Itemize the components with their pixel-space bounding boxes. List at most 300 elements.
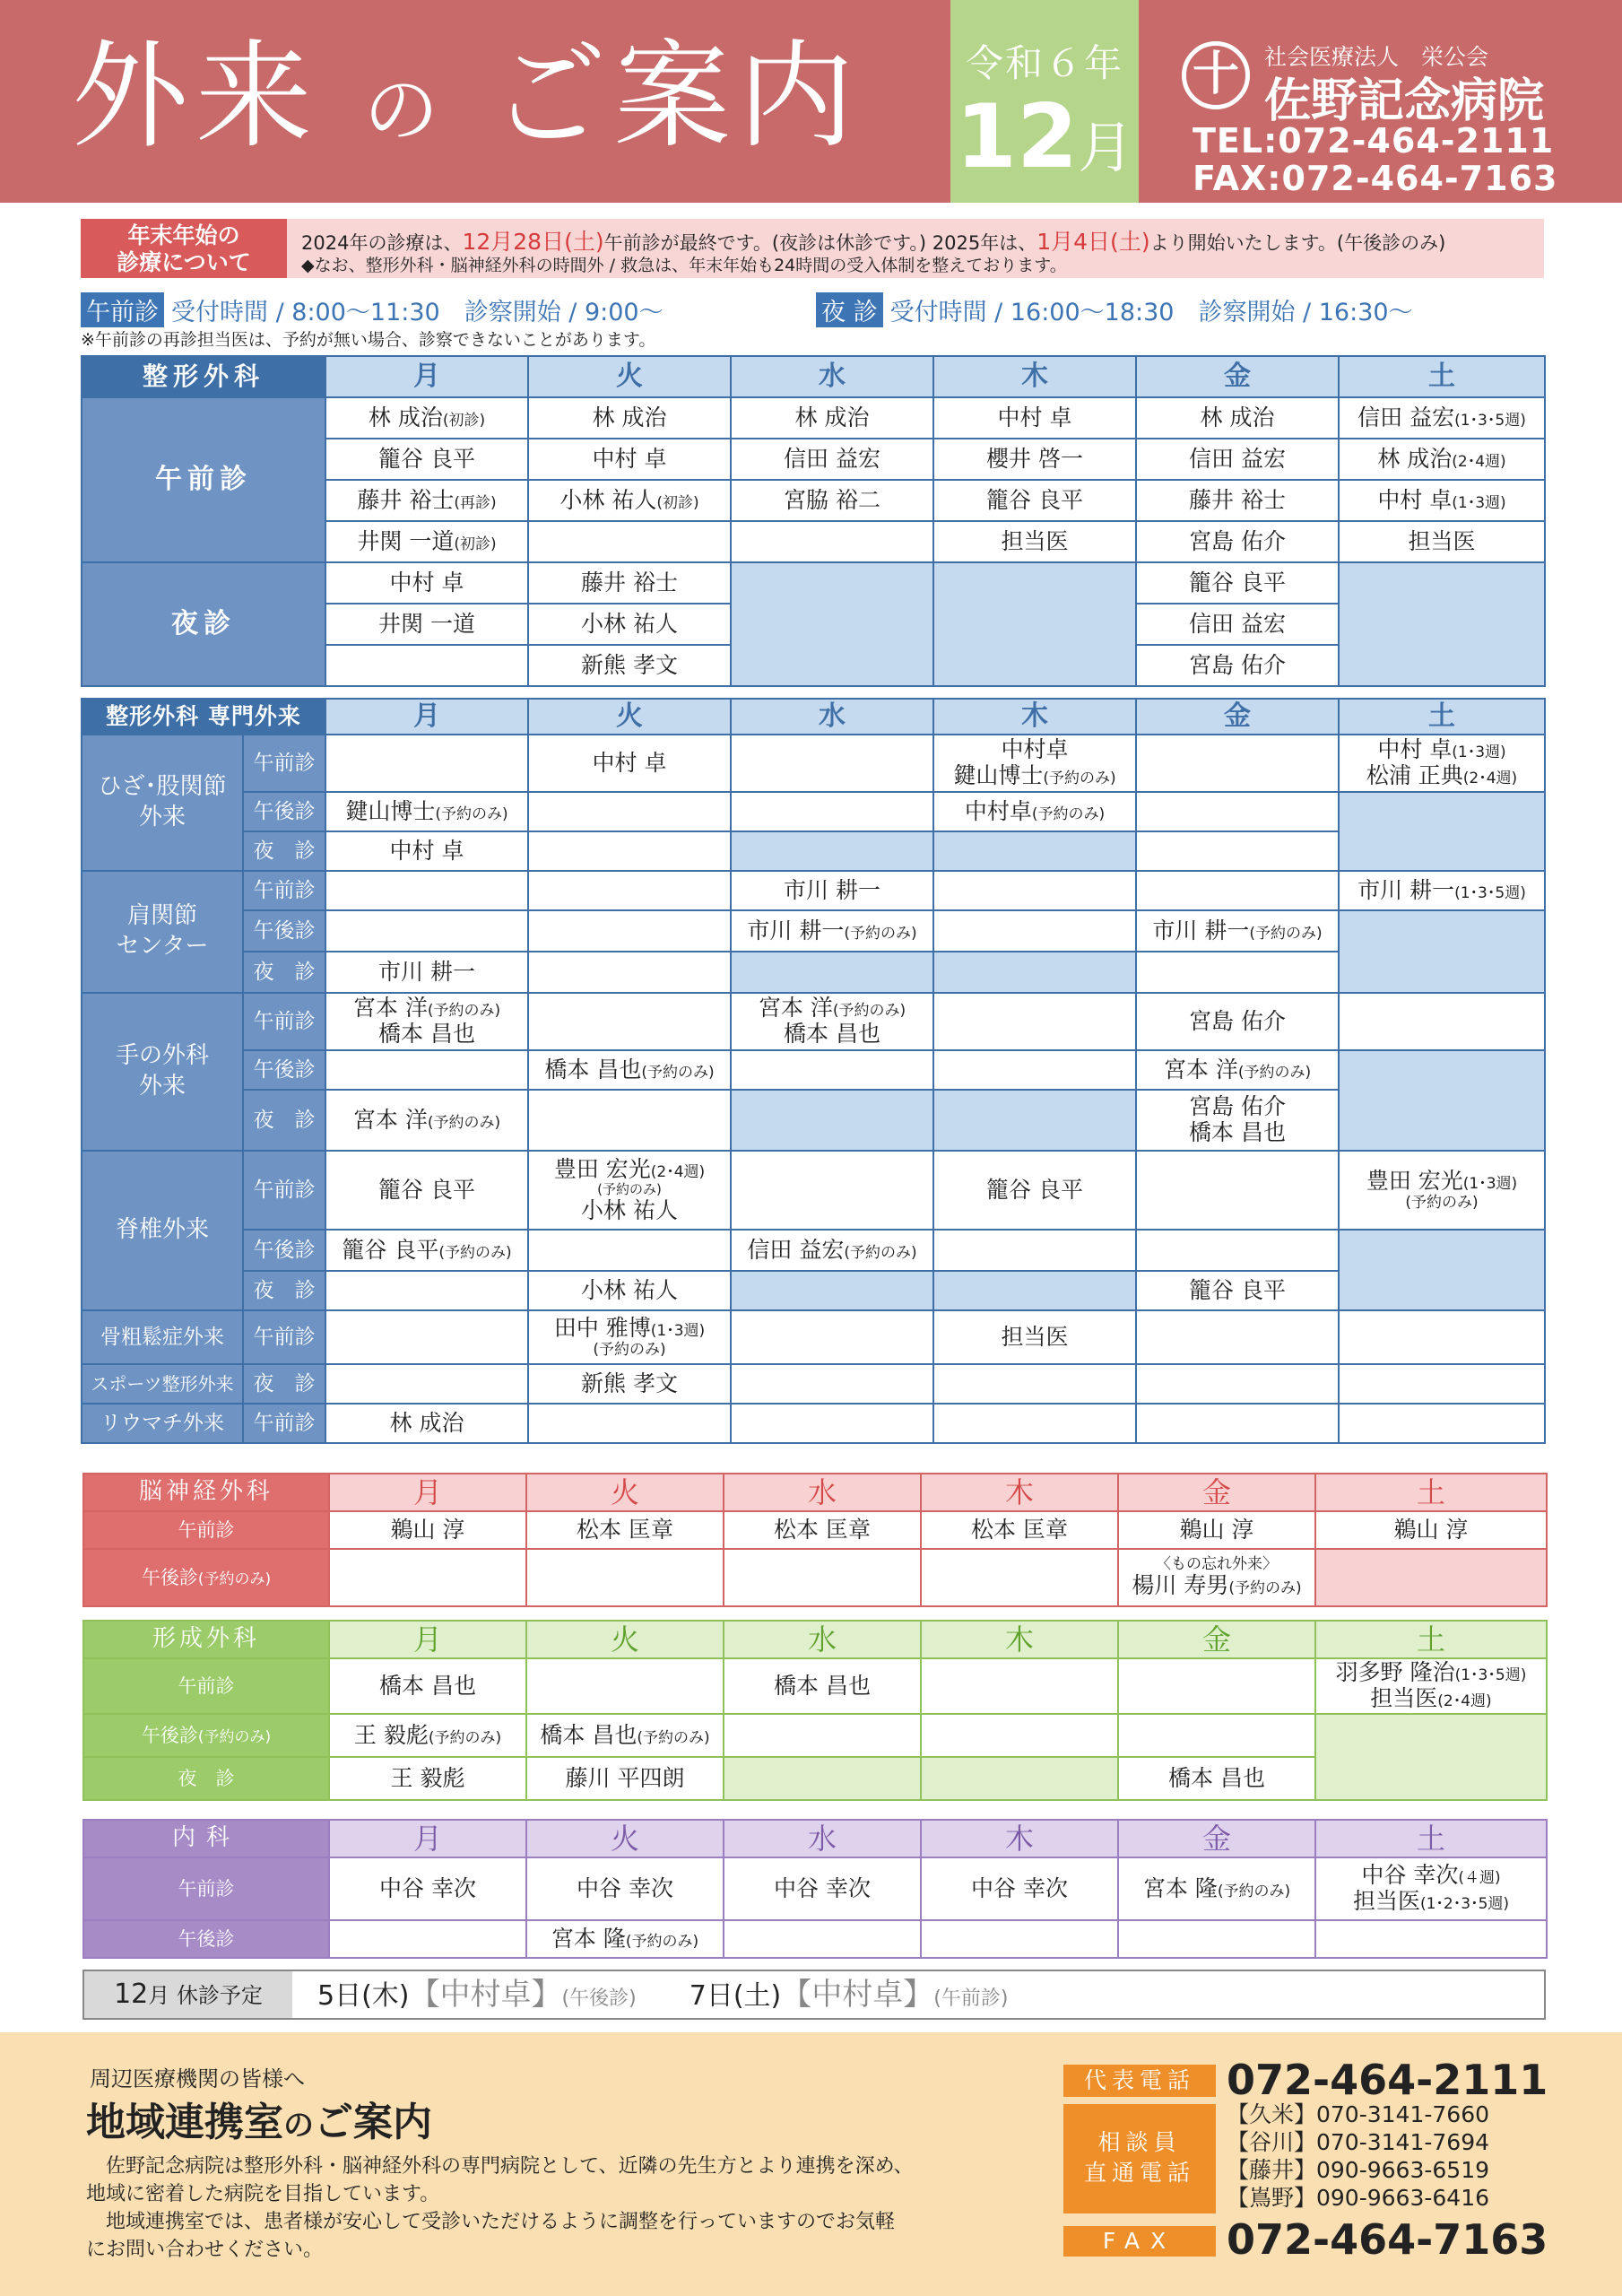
doctor-note: (予約のみ) xyxy=(844,924,917,943)
session-label-am: 午前診 xyxy=(83,1658,329,1714)
doctor-cell: 籠谷 良平 xyxy=(1136,562,1339,604)
internal-title: 内科 xyxy=(83,1820,329,1857)
day-header: 土 xyxy=(1339,699,1545,735)
doctor-cell: 小林 祐人 xyxy=(528,604,731,645)
session-label-am: 午前診 xyxy=(83,1857,329,1920)
session-label-am: 午前診 xyxy=(82,397,325,562)
doctor-note: (予約のみ) xyxy=(1228,1579,1302,1598)
slot-label: 夜 診 xyxy=(243,831,325,871)
doctor-note: (予約のみ) xyxy=(1249,924,1323,943)
doctor-cell: 新熊 孝文 xyxy=(528,1364,731,1404)
closure-date: 5日(木) xyxy=(317,1980,410,2012)
table-row xyxy=(82,1310,1545,1364)
doctor-note: (予約のみ) xyxy=(1031,804,1106,823)
doctor-name: 中谷 幸次 xyxy=(1361,1862,1459,1889)
day-header: 土 xyxy=(1339,356,1545,397)
empty-cell xyxy=(731,1310,933,1364)
empty-cell xyxy=(1136,1151,1339,1230)
page-title xyxy=(72,28,862,164)
reception-night xyxy=(816,292,1413,327)
clinic-name: センター xyxy=(116,933,209,960)
day-header: 金 xyxy=(1136,699,1339,735)
doctor-cell: 市川 耕一 xyxy=(325,952,528,993)
doctor-name: 橋本 昌也 xyxy=(1189,1119,1286,1145)
table-row xyxy=(83,1857,1547,1920)
doctor-note: (予約のみ) xyxy=(438,1243,512,1262)
slot-label: 午後診 xyxy=(243,1050,325,1090)
day-header: 土 xyxy=(1315,1820,1547,1857)
doctor-cell xyxy=(325,645,528,686)
doctor-note: (予約のみ) xyxy=(427,1113,501,1132)
doctor-note: (1･2･3･5週) xyxy=(1419,1895,1510,1913)
slot-label: 夜 診 xyxy=(243,1271,325,1310)
doctor-note: (予約のみ) xyxy=(625,1932,699,1951)
table-row xyxy=(82,792,1545,831)
doctor-cell xyxy=(731,993,933,1050)
session-label: 午後診 xyxy=(141,1724,198,1746)
doctor-cell xyxy=(1339,397,1545,439)
doctor-cell xyxy=(528,1310,731,1364)
empty-cell xyxy=(528,792,731,831)
empty-cell xyxy=(731,792,933,831)
day-header: 土 xyxy=(1315,1621,1547,1658)
doctor-note: (予約のみ) xyxy=(1237,1063,1312,1082)
doctor-note: (2･4週) xyxy=(1462,770,1518,787)
doctor-cell xyxy=(731,439,933,480)
doctor-cell xyxy=(1136,1050,1339,1090)
empty-cell xyxy=(1136,735,1339,792)
doctor-name: 宮本 隆 xyxy=(1142,1874,1218,1901)
empty-cell xyxy=(731,1364,933,1404)
doctor-cell xyxy=(325,993,528,1050)
session-label-pm xyxy=(83,1549,329,1606)
empty-cell xyxy=(329,1920,526,1958)
empty-cell xyxy=(933,1050,1136,1090)
doctor-cell: 中谷 幸次 xyxy=(724,1857,921,1920)
doctor-cell xyxy=(933,397,1136,439)
doctor-cell xyxy=(528,1050,731,1090)
slot-label: 夜 診 xyxy=(243,952,325,993)
closed-cell xyxy=(921,1757,1118,1800)
doctor-name: 担当医 xyxy=(1370,1685,1438,1711)
title-part: ご案内 xyxy=(490,28,862,164)
empty-cell xyxy=(528,952,731,993)
day-header: 水 xyxy=(724,1621,921,1658)
doctor-note: (1･3週) xyxy=(650,1321,706,1340)
doctor-cell xyxy=(1136,1090,1339,1151)
neuro-schedule-table xyxy=(82,1473,1548,1607)
day-header: 木 xyxy=(921,1820,1118,1857)
doctor-name: 楊川 寿男 xyxy=(1132,1572,1229,1599)
doctor-cell: 鵜山 淳 xyxy=(329,1511,526,1549)
slot-label: 午前診 xyxy=(243,1151,325,1230)
doctor-cell xyxy=(528,397,731,439)
slot-label: 午後診 xyxy=(243,910,325,952)
doctor-note: (1･3週) xyxy=(1462,1174,1518,1193)
doctor-cell: 藤井 裕士 xyxy=(528,562,731,604)
doctor-name: 担当医 xyxy=(1352,1888,1420,1914)
doctor-name: 藤井 裕士 xyxy=(1189,486,1286,513)
doctor-cell xyxy=(1339,1151,1545,1230)
notice-label xyxy=(81,219,287,278)
empty-cell xyxy=(1136,1230,1339,1271)
closure-label-text: 月 休診予定 xyxy=(148,1983,263,2008)
doctor-cell: 市川 耕一 xyxy=(731,871,933,910)
table-row xyxy=(83,1658,1547,1714)
doctor-cell xyxy=(329,1714,526,1757)
session-label: 午後診 xyxy=(141,1566,198,1588)
doctor-name: 橋本 昌也 xyxy=(544,1056,642,1083)
reception-night-text: 受付時間 / 16:00～18:30 診察開始 / 16:30～ xyxy=(889,299,1413,326)
table-row xyxy=(82,993,1545,1050)
header-contact xyxy=(1193,122,1557,197)
closed-cell xyxy=(1315,1714,1547,1800)
doctor-cell: 藤川 平四朗 xyxy=(526,1757,724,1800)
closed-cell xyxy=(933,831,1136,871)
doctor-note: (予約のみ) xyxy=(593,1340,666,1359)
doctor-cell xyxy=(1136,439,1339,480)
day-header: 月 xyxy=(325,356,528,397)
empty-cell xyxy=(921,1549,1118,1606)
slot-label: 夜 診 xyxy=(243,1090,325,1151)
header-fax: FAX:072-464-7163 xyxy=(1193,159,1558,198)
doctor-name: 宮本 隆 xyxy=(551,1925,626,1952)
doctor-cell: 担当医 xyxy=(933,1310,1136,1364)
doctor-note: (2･4週) xyxy=(650,1162,706,1181)
doctor-note: (予約のみ) xyxy=(641,1063,715,1082)
empty-cell xyxy=(1118,1920,1315,1958)
closed-cell xyxy=(933,1090,1136,1151)
empty-cell xyxy=(325,735,528,792)
slot-label: 夜 診 xyxy=(243,1364,325,1404)
closed-cell xyxy=(731,831,933,871)
doctor-cell xyxy=(325,1230,528,1271)
table-header-row xyxy=(83,1474,1547,1511)
doctor-name: 市川 耕一 xyxy=(1357,876,1455,903)
doctor-cell xyxy=(1136,910,1339,952)
empty-cell xyxy=(528,1404,731,1443)
day-header: 土 xyxy=(1315,1474,1547,1511)
empty-cell xyxy=(731,1050,933,1090)
doctor-cell: 林 成治 xyxy=(325,1404,528,1443)
doctor-cell: 鵜山 淳 xyxy=(1118,1511,1315,1549)
doctor-cell: 中谷 幸次 xyxy=(921,1857,1118,1920)
doctor-cell xyxy=(1339,521,1545,562)
empty-cell xyxy=(921,1714,1118,1757)
doctor-cell: 松本 匡章 xyxy=(526,1511,724,1549)
slot-label: 午前診 xyxy=(243,735,325,792)
empty-cell xyxy=(1339,1404,1545,1443)
session-label-night: 夜 診 xyxy=(83,1757,329,1800)
doctor-cell xyxy=(933,439,1136,480)
neuro-title: 脳神経外科 xyxy=(83,1474,329,1511)
doctor-cell: 王 毅彪 xyxy=(329,1757,526,1800)
doctor-name: 林 成治 xyxy=(794,404,870,430)
doctor-name: 豊田 宏光 xyxy=(1366,1167,1463,1194)
doctor-note: (初診) xyxy=(442,411,486,430)
session-label-pm: 午後診 xyxy=(83,1920,329,1958)
closed-cell xyxy=(1339,562,1545,686)
doctor-note: 〈もの忘れ外来〉 xyxy=(1156,1554,1278,1573)
doctor-cell xyxy=(325,1090,528,1151)
doctor-cell xyxy=(1315,1857,1547,1920)
doctor-cell xyxy=(1136,521,1339,562)
table-row xyxy=(83,1511,1547,1549)
closed-cell xyxy=(731,1271,933,1310)
doctor-cell xyxy=(526,1920,724,1958)
notice-text: 2024年の診療は、 xyxy=(301,232,463,254)
reception-night-tag: 夜 診 xyxy=(816,292,883,327)
day-header: 木 xyxy=(933,699,1136,735)
session-note: (予約のみ) xyxy=(197,1727,272,1746)
doctor-name: 籠谷 良平 xyxy=(986,486,1083,513)
doctor-cell: 鵜山 淳 xyxy=(1315,1511,1547,1549)
empty-cell xyxy=(724,1920,921,1958)
doctor-cell: 宮島 佑介 xyxy=(1136,993,1339,1050)
doctor-name: 中村 卓 xyxy=(997,404,1072,430)
month-label xyxy=(950,86,1139,188)
doctor-name: 橋本 昌也 xyxy=(540,1721,638,1748)
day-header: 月 xyxy=(329,1820,526,1857)
table-row xyxy=(83,1549,1547,1606)
doctor-cell xyxy=(325,792,528,831)
empty-cell xyxy=(1339,1364,1545,1404)
doctor-name: 櫻井 啓一 xyxy=(986,445,1083,472)
ortho-title: 整形外科 xyxy=(82,356,325,397)
doctor-name: 中村 卓 xyxy=(1377,486,1453,513)
empty-cell xyxy=(1136,952,1339,993)
specialty-schedule-table xyxy=(81,698,1546,1444)
empty-cell xyxy=(528,831,731,871)
doctor-cell xyxy=(325,521,528,562)
doctor-name: 羽多野 隆治 xyxy=(1335,1659,1455,1686)
day-header: 木 xyxy=(933,356,1136,397)
empty-cell xyxy=(1136,1310,1339,1364)
doctor-note: (1･3週) xyxy=(1452,744,1506,762)
month-box xyxy=(950,0,1139,203)
day-header: 木 xyxy=(921,1621,1118,1658)
table-header-row xyxy=(82,356,1545,397)
empty-cell xyxy=(731,1151,933,1230)
day-header: 水 xyxy=(724,1820,921,1857)
empty-cell xyxy=(1136,1364,1339,1404)
empty-cell xyxy=(1136,792,1339,831)
closure-doctor: 【中村卓】 xyxy=(781,1977,934,2013)
reception-am-tag: 午前診 xyxy=(81,292,164,327)
table-row xyxy=(82,1090,1545,1151)
clinic-name: 外来 xyxy=(138,1073,186,1100)
doctor-cell xyxy=(325,439,528,480)
doctor-cell xyxy=(1136,480,1339,521)
closed-cell xyxy=(1315,1549,1547,1606)
doctor-cell: 中谷 幸次 xyxy=(329,1857,526,1920)
closure-session: (午後診) xyxy=(561,1987,637,2010)
doctor-name: 林 成治 xyxy=(1377,445,1453,472)
day-header: 月 xyxy=(329,1621,526,1658)
empty-cell xyxy=(325,1050,528,1090)
day-header: 火 xyxy=(528,356,731,397)
table-header-row xyxy=(82,699,1545,735)
table-row xyxy=(82,1151,1545,1230)
doctor-cell: 小林 祐人 xyxy=(528,1271,731,1310)
closure-session: (午前診) xyxy=(933,1987,1009,2010)
day-header: 水 xyxy=(724,1474,921,1511)
closed-cell xyxy=(1339,1230,1545,1310)
doctor-cell: 橋本 昌也 xyxy=(724,1658,921,1714)
footer-description xyxy=(86,2152,1019,2264)
empty-cell xyxy=(933,993,1136,1050)
hospital-logo-icon: 十 xyxy=(1182,41,1250,109)
empty-cell xyxy=(731,735,933,792)
empty-cell xyxy=(933,1364,1136,1404)
doctor-cell: 籠谷 良平 xyxy=(933,1151,1136,1230)
empty-cell xyxy=(528,1230,731,1271)
doctor-note: (予約のみ) xyxy=(1043,770,1116,787)
doctor-cell: 松本 匡章 xyxy=(724,1511,921,1549)
doctor-cell xyxy=(528,480,731,521)
header-banner xyxy=(0,0,1622,203)
doctor-name: 中村卓 xyxy=(964,797,1032,824)
doctor-cell xyxy=(1118,1857,1315,1920)
closure-month: 12 xyxy=(114,1979,149,2010)
empty-cell xyxy=(1315,1920,1547,1958)
day-header: 月 xyxy=(325,699,528,735)
doctor-cell xyxy=(933,792,1136,831)
doctor-cell xyxy=(1315,1658,1547,1714)
closed-cell xyxy=(933,952,1136,993)
closure-label xyxy=(84,1971,292,2018)
slot-label: 午後診 xyxy=(243,1230,325,1271)
day-header: 火 xyxy=(526,1621,724,1658)
doctor-note: (2･4週) xyxy=(1437,1692,1492,1710)
footer-title-part: 地域連携室 xyxy=(86,2100,283,2145)
closed-cell xyxy=(1339,910,1545,993)
direct-phone-line: 【藤井】090-9663-6519 xyxy=(1227,2157,1490,2183)
direct-phone-line: 【谷川】070-3141-7694 xyxy=(1227,2129,1490,2155)
session-label-night: 夜診 xyxy=(82,562,325,686)
closed-cell xyxy=(1339,792,1545,871)
clinic-knee xyxy=(82,735,243,871)
clinic-name: 肩関節 xyxy=(126,902,197,930)
table-row xyxy=(83,1920,1547,1958)
doctor-name: 豊田 宏光 xyxy=(553,1155,651,1182)
empty-cell xyxy=(1136,871,1339,910)
empty-cell xyxy=(528,910,731,952)
doctor-name: 中村 卓 xyxy=(1377,736,1453,763)
empty-cell xyxy=(933,1404,1136,1443)
doctor-name: 林 成治 xyxy=(592,404,667,430)
doctor-cell: 松本 匡章 xyxy=(921,1511,1118,1549)
doctor-cell xyxy=(528,439,731,480)
doctor-note: (2･4週) xyxy=(1452,452,1506,471)
day-header: 月 xyxy=(329,1474,526,1511)
doctor-cell: 橋本 昌也 xyxy=(1118,1757,1315,1800)
table-row xyxy=(82,871,1545,910)
empty-cell xyxy=(724,1714,921,1757)
clinic-hand xyxy=(82,993,243,1151)
session-label-pm xyxy=(83,1714,329,1757)
table-row xyxy=(82,952,1545,993)
doctor-name: 松浦 正典 xyxy=(1366,762,1463,788)
closure-date: 7日(土) xyxy=(689,1980,782,2012)
table-row xyxy=(82,1404,1545,1443)
empty-cell xyxy=(933,910,1136,952)
doctor-cell xyxy=(933,735,1136,792)
doctor-note: (４週) xyxy=(1458,1869,1501,1888)
footer-desc-line: 地域に密着した病院を目指しています。 xyxy=(86,2183,440,2205)
empty-cell xyxy=(528,871,731,910)
closure-dates xyxy=(317,1971,1008,2018)
day-header: 火 xyxy=(528,699,731,735)
doctor-cell: 信田 益宏 xyxy=(1136,604,1339,645)
doctor-note: (予約のみ) xyxy=(637,1728,710,1747)
clinic-rheumatism: リウマチ外来 xyxy=(82,1404,243,1443)
doctor-note: (予約のみ) xyxy=(1405,1193,1479,1212)
empty-cell xyxy=(933,1230,1136,1271)
table-row xyxy=(82,910,1545,952)
doctor-name: 井関 一道 xyxy=(357,527,455,554)
day-header: 水 xyxy=(731,699,933,735)
table-header-row xyxy=(83,1621,1547,1658)
doctor-cell: 籠谷 良平 xyxy=(325,1151,528,1230)
session-note: (予約のみ) xyxy=(197,1570,272,1588)
clinic-name: ひざ･股関節 xyxy=(98,773,227,801)
table-header-row xyxy=(83,1820,1547,1857)
doctor-cell xyxy=(731,480,933,521)
doctor-note: (再診) xyxy=(454,493,497,512)
doctor-name: 宮島 佑介 xyxy=(1189,1093,1286,1120)
doctor-name: 担当医 xyxy=(1001,527,1069,554)
closed-cell xyxy=(731,952,933,993)
footer-title-particle: の xyxy=(283,2108,314,2144)
title-particle: の xyxy=(363,66,447,154)
title-part: 外来 xyxy=(72,28,320,164)
doctor-name: 橋本 昌也 xyxy=(378,1021,475,1047)
direct-phone-line: 【久米】070-3141-7660 xyxy=(1227,2101,1490,2127)
notice-text: より開始いたします。(午後診のみ) xyxy=(1149,232,1446,254)
table-row xyxy=(82,1271,1545,1310)
reception-note: ※午前診の再診担当医は、予約が無い場合、診察できないことがあります。 xyxy=(81,330,656,350)
empty-cell xyxy=(731,521,933,562)
era-label: 令和６年 xyxy=(965,41,1123,85)
empty-cell xyxy=(325,1271,528,1310)
empty-cell xyxy=(1118,1714,1315,1757)
doctor-note: (予約のみ) xyxy=(428,1728,502,1747)
fax-label: FAX xyxy=(1063,2226,1216,2257)
doctor-note: (予約のみ) xyxy=(844,1243,917,1262)
doctor-cell: 井関 一道 xyxy=(325,604,528,645)
empty-cell xyxy=(1339,1310,1545,1364)
empty-cell xyxy=(933,871,1136,910)
closed-cell xyxy=(724,1757,921,1800)
closed-cell xyxy=(731,562,933,686)
session-label-am: 午前診 xyxy=(83,1511,329,1549)
doctor-note: (1･3･5週) xyxy=(1454,411,1526,430)
plastic-title: 形成外科 xyxy=(83,1621,329,1658)
internal-schedule-table xyxy=(82,1819,1548,1959)
doctor-name: 信田 益宏 xyxy=(1189,445,1286,472)
notice-date: 12月28日(土) xyxy=(462,229,604,255)
day-header: 水 xyxy=(731,356,933,397)
doctor-name: 中村卓 xyxy=(1001,736,1069,763)
direct-label-line: 相談員 xyxy=(1097,2129,1182,2155)
doctor-cell: 新熊 孝文 xyxy=(528,645,731,686)
doctor-cell: 中村 卓 xyxy=(528,735,731,792)
doctor-cell: 宮島 佑介 xyxy=(1136,645,1339,686)
empty-cell xyxy=(528,993,731,1050)
direct-phone-list xyxy=(1227,2100,1489,2212)
clinic-sports: スポーツ整形外来 xyxy=(82,1364,243,1404)
